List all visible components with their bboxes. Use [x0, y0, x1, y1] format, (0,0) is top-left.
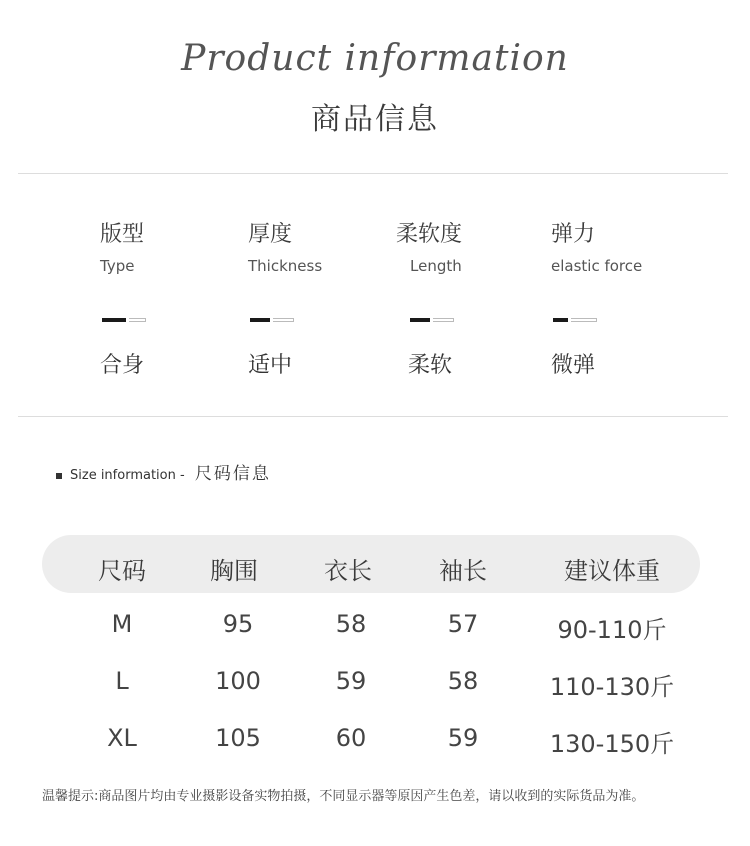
scale-rest [571, 318, 597, 322]
table-cell: 105 [215, 724, 261, 752]
page-title: 商品信息 [311, 102, 439, 137]
attribute-value: 合身 [100, 353, 145, 378]
size-info-heading [56, 459, 271, 484]
attribute-label-en: Type [100, 257, 135, 275]
attribute-label-cn: 弹力 [551, 222, 596, 247]
size-info-separator: - [180, 468, 185, 483]
attribute-softness [396, 220, 556, 378]
attribute-value: 适中 [248, 353, 293, 378]
attribute-elastic [551, 220, 711, 378]
attribute-label-en: Thickness [248, 257, 323, 275]
table-cell: 130-150斤 [549, 730, 675, 758]
footer-note: 温馨提示:商品图片均由专业摄影设备实物拍摄，不同显示器等原因产生色差，请以收到的实际货品为准。 [42, 789, 645, 804]
attribute-scale [410, 318, 454, 322]
attribute-label-en: Length [410, 257, 462, 275]
table-cell: 58 [335, 610, 367, 638]
script-title: Product information [181, 38, 569, 79]
table-cell: 90-110斤 [557, 616, 667, 644]
scale-fill [102, 318, 126, 322]
table-cell: 59 [447, 724, 479, 752]
attribute-label-cn: 柔软度 [396, 222, 463, 247]
bullet-icon [56, 473, 62, 479]
attribute-type [100, 220, 260, 378]
table-cell: 100 [215, 667, 261, 695]
attribute-scale [102, 318, 146, 322]
table-cell: 110-130斤 [549, 673, 675, 701]
table-cell: 60 [335, 724, 367, 752]
scale-rest [433, 318, 454, 322]
divider-middle [18, 416, 728, 417]
table-header-length: 衣长 [324, 557, 372, 585]
table-cell: M [111, 610, 133, 638]
table-cell: XL [107, 724, 137, 752]
attribute-label-cn: 版型 [100, 222, 145, 247]
scale-rest [129, 318, 146, 322]
size-info-label-cn: 尺码信息 [194, 464, 271, 484]
size-info-label-en: Size information [70, 468, 176, 483]
attribute-scale [250, 318, 294, 322]
table-header-chest: 胸围 [210, 557, 258, 585]
scale-fill [250, 318, 270, 322]
table-cell: L [115, 667, 129, 695]
scale-rest [273, 318, 294, 322]
attribute-thickness [248, 220, 408, 378]
table-header-weight: 建议体重 [564, 557, 660, 585]
table-cell: 58 [447, 667, 479, 695]
attribute-label-cn: 厚度 [248, 222, 293, 247]
table-cell: 57 [447, 610, 479, 638]
table-cell: 59 [335, 667, 367, 695]
table-header-sleeve: 袖长 [439, 557, 487, 585]
attribute-value: 微弹 [551, 353, 596, 378]
divider-top [18, 173, 728, 174]
attribute-label-en: elastic force [551, 257, 643, 275]
scale-fill [553, 318, 568, 322]
table-cell: 95 [222, 610, 254, 638]
attribute-value: 柔软 [408, 353, 453, 378]
scale-fill [410, 318, 430, 322]
table-header-size: 尺码 [98, 557, 146, 585]
attribute-scale [553, 318, 597, 322]
